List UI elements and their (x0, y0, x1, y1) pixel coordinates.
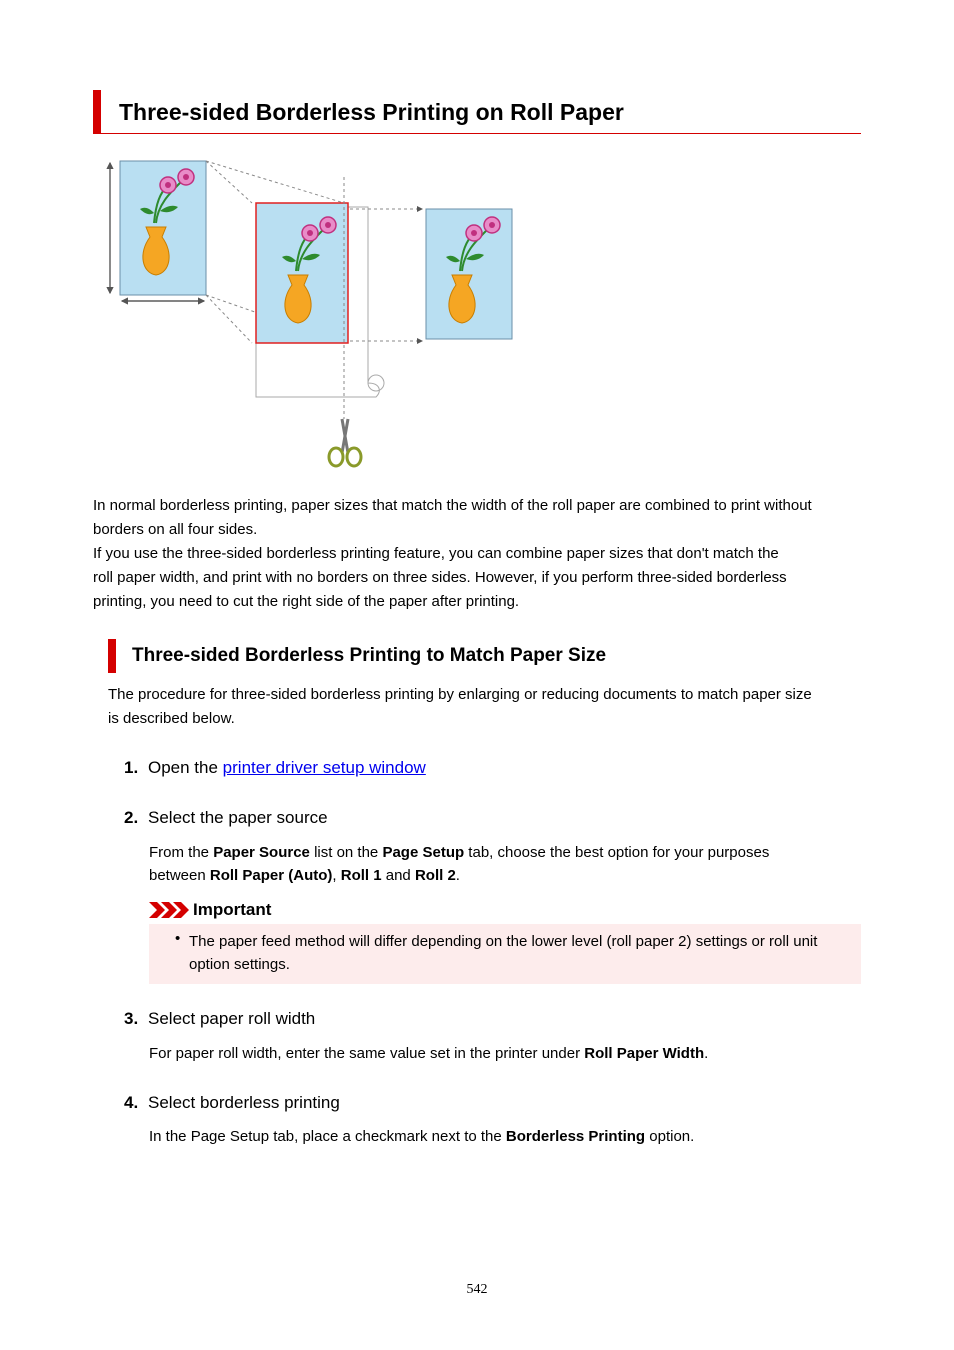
page-title: Three-sided Borderless Printing on Roll Paper (119, 99, 624, 125)
step-number: 1. (124, 758, 139, 777)
procedure-intro (108, 683, 868, 731)
printer-driver-setup-link[interactable]: printer driver setup window (222, 758, 426, 777)
important-chevron-icon (149, 900, 189, 920)
step-text: Select paper roll width (148, 1009, 316, 1028)
step-number: 2. (124, 808, 139, 827)
borderless-roll-illustration (96, 157, 514, 469)
paper-source-term: Paper Source (213, 844, 310, 861)
subsection-heading (108, 639, 868, 673)
roll-paper-auto-term: Roll Paper (Auto) (209, 867, 333, 884)
page-setup-term: Page Setup (382, 844, 465, 861)
roll-1-term: Roll 1 (340, 867, 382, 884)
subheading-title: Three-sided Borderless Printing to Match Paper Size (132, 645, 607, 666)
step-text: Open the (148, 758, 223, 777)
step-number: 4. (124, 1093, 139, 1112)
bullet: • (175, 930, 181, 947)
step-4-detail: In the Page Setup tab, place a checkmark next to the Borderless Printing option. (149, 1128, 695, 1145)
intro-paragraph (93, 494, 812, 614)
subheading-accent-bar (108, 639, 116, 673)
step-3-detail: For paper roll width, enter the same value set in the printer under Roll Paper Width. (149, 1045, 709, 1062)
intro-line: If you use the three-sided borderless printing feature, you can combine paper sizes that don't match the (93, 545, 779, 562)
intro-line: printing, you need to cut the right side of the paper after printing. (93, 593, 520, 610)
borderless-printing-term: Borderless Printing (505, 1128, 646, 1145)
intro-line: borders on all four sides. (93, 521, 258, 538)
step-4 (124, 1093, 340, 1113)
intro-line: roll paper width, and print with no borders on three sides. However, if you perform three-sided borderless (93, 569, 787, 586)
procedure-intro-line: The procedure for three-sided borderless printing by enlarging or reducing documents to match paper size (108, 686, 812, 703)
page-number: 542 (466, 1282, 488, 1297)
step-2 (124, 808, 328, 828)
important-text: The paper feed method will differ depending on the lower level (roll paper 2) settings or roll unit option settings. (189, 933, 818, 973)
important-box (149, 924, 861, 984)
intro-line: In normal borderless printing, paper sizes that match the width of the roll paper are combined to print without (93, 497, 812, 514)
step-number: 3. (124, 1009, 139, 1028)
step-1 (124, 758, 426, 778)
roll-2-term: Roll 2 (414, 867, 456, 884)
heading-accent-bar (93, 90, 101, 133)
important-title: Important (193, 900, 272, 919)
step-2-detail: From the Paper Source list on the Page Setup tab, choose the best option for your purposes between Roll Paper (Auto), Roll 1 and Roll 2. (149, 844, 770, 884)
step-text: Select borderless printing (148, 1093, 340, 1112)
procedure-intro-line: is described below. (108, 710, 235, 727)
step-3 (124, 1009, 315, 1029)
step-text: Select the paper source (148, 808, 328, 827)
section-heading (93, 90, 861, 134)
roll-paper-width-term: Roll Paper Width (584, 1045, 705, 1062)
